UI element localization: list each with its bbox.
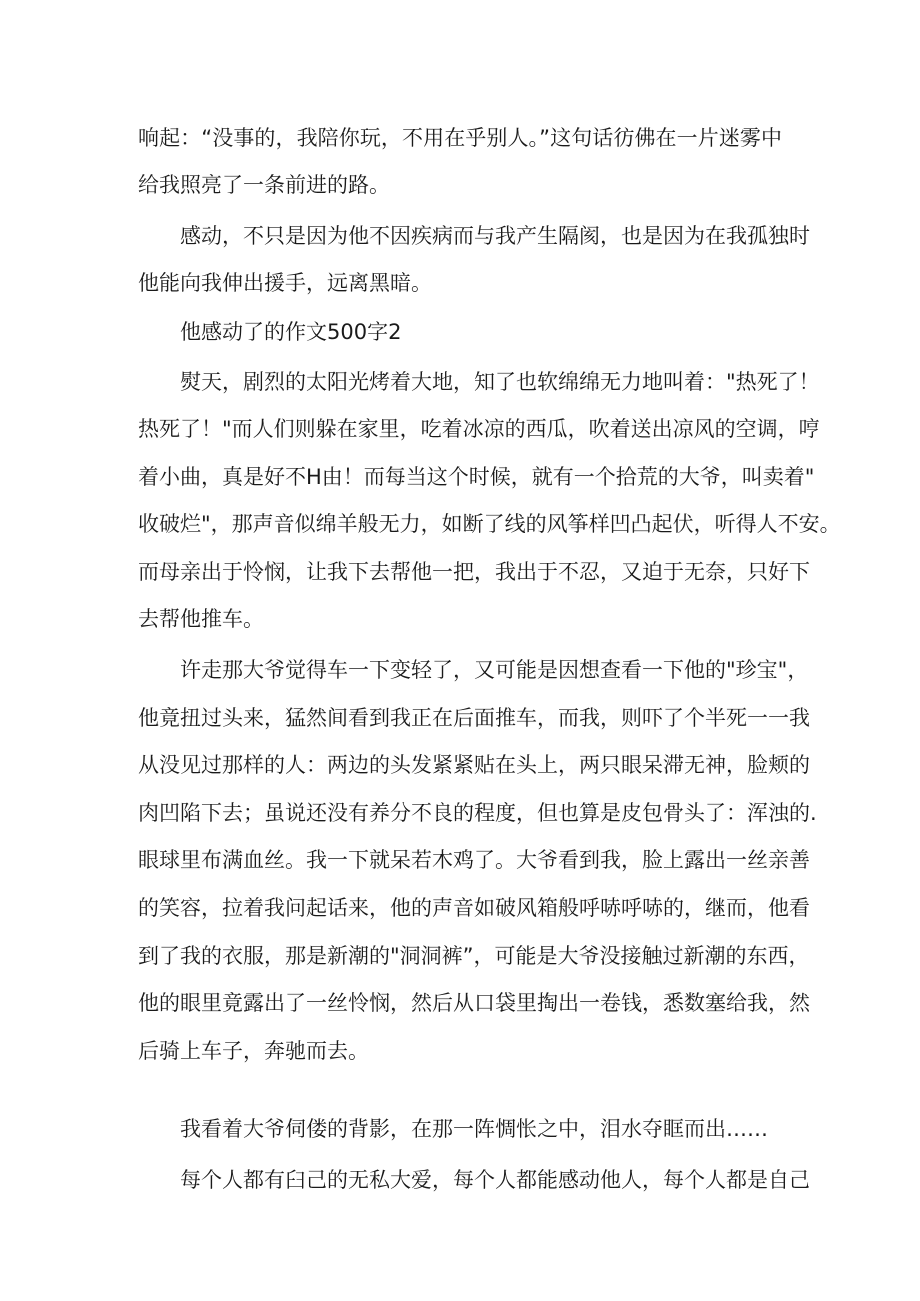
text-line: 着小曲，真是好不H由！而每当这个时候，就有一个拾荒的大爷，叫卖着" bbox=[138, 465, 815, 489]
text-line: 每个人都有臼己的无私大爱，每个人都能感动他人，每个人都是自己 bbox=[180, 1168, 810, 1192]
text-line: 许走那大爷觉得车一下变轻了，又可能是因想查看一下他的"珍宝"， bbox=[180, 658, 809, 682]
text-line: 肉凹陷下去；虽说还没有养分不良的程度，但也算是皮包骨头了：浑浊的. bbox=[138, 801, 817, 825]
section-heading: 他感动了的作文500字2 bbox=[180, 320, 402, 344]
text-line: 他能向我伸出援手，远离黑暗。 bbox=[138, 271, 432, 295]
text-line: 而母亲出于怜悯，让我下去帮他一把，我出于不忍，又迫于无奈，只好下 bbox=[138, 560, 810, 584]
text-line: 他竟扭过头来，猛然间看到我正在后面推车，而我，则吓了个半死一一我 bbox=[138, 706, 810, 730]
text-line: 响起：“没事的，我陪你玩，不用在乎别人。”这句话彷佛在一片迷雾中 bbox=[138, 126, 782, 150]
text-line: 从没见过那样的人：两边的头发紧紧贴在头上，两只眼呆滞无神，脸颊的 bbox=[138, 753, 810, 777]
text-line: 眼球里布满血丝。我一下就呆若木鸡了。大爷看到我，脸上露出一丝亲善 bbox=[138, 848, 810, 872]
text-line: 感动，不只是因为他不因疾病而与我产生隔阂，也是因为在我孤独时 bbox=[180, 224, 810, 248]
text-line: 收破烂"，那声音似绵羊般无力，如断了线的风筝样凹凸起伏，听得人不安。 bbox=[138, 512, 841, 536]
text-line: 热死了！"而人们则躲在家里，吃着冰凉的西瓜，吹着送出凉风的空调，哼 bbox=[138, 417, 820, 441]
text-line: 后骑上车子，奔驰而去。 bbox=[138, 1039, 369, 1063]
text-line: 的笑容，拉着我问起话来，他的声音如破风箱般呼哧呼哧的，继而，他看 bbox=[138, 896, 810, 920]
text-line: 到了我的衣服，那是新潮的"洞洞裤”，可能是大爷没接触过新潮的东西， bbox=[138, 944, 810, 968]
text-line: 我看着大爷伺偻的背影，在那一阵惆怅之中，泪水夺眶而出…… bbox=[180, 1117, 768, 1141]
text-line: 去帮他推车。 bbox=[138, 607, 264, 631]
text-line: 给我照亮了一条前进的路。 bbox=[138, 173, 390, 197]
text-line: 熨天，剧烈的太阳光烤着大地，知了也软绵绵无力地叫着："热死了！ bbox=[180, 370, 820, 394]
text-line: 他的眼里竟露出了一丝怜悯，然后从口袋里掏出一卷钱，悉数塞给我，然 bbox=[138, 991, 810, 1015]
